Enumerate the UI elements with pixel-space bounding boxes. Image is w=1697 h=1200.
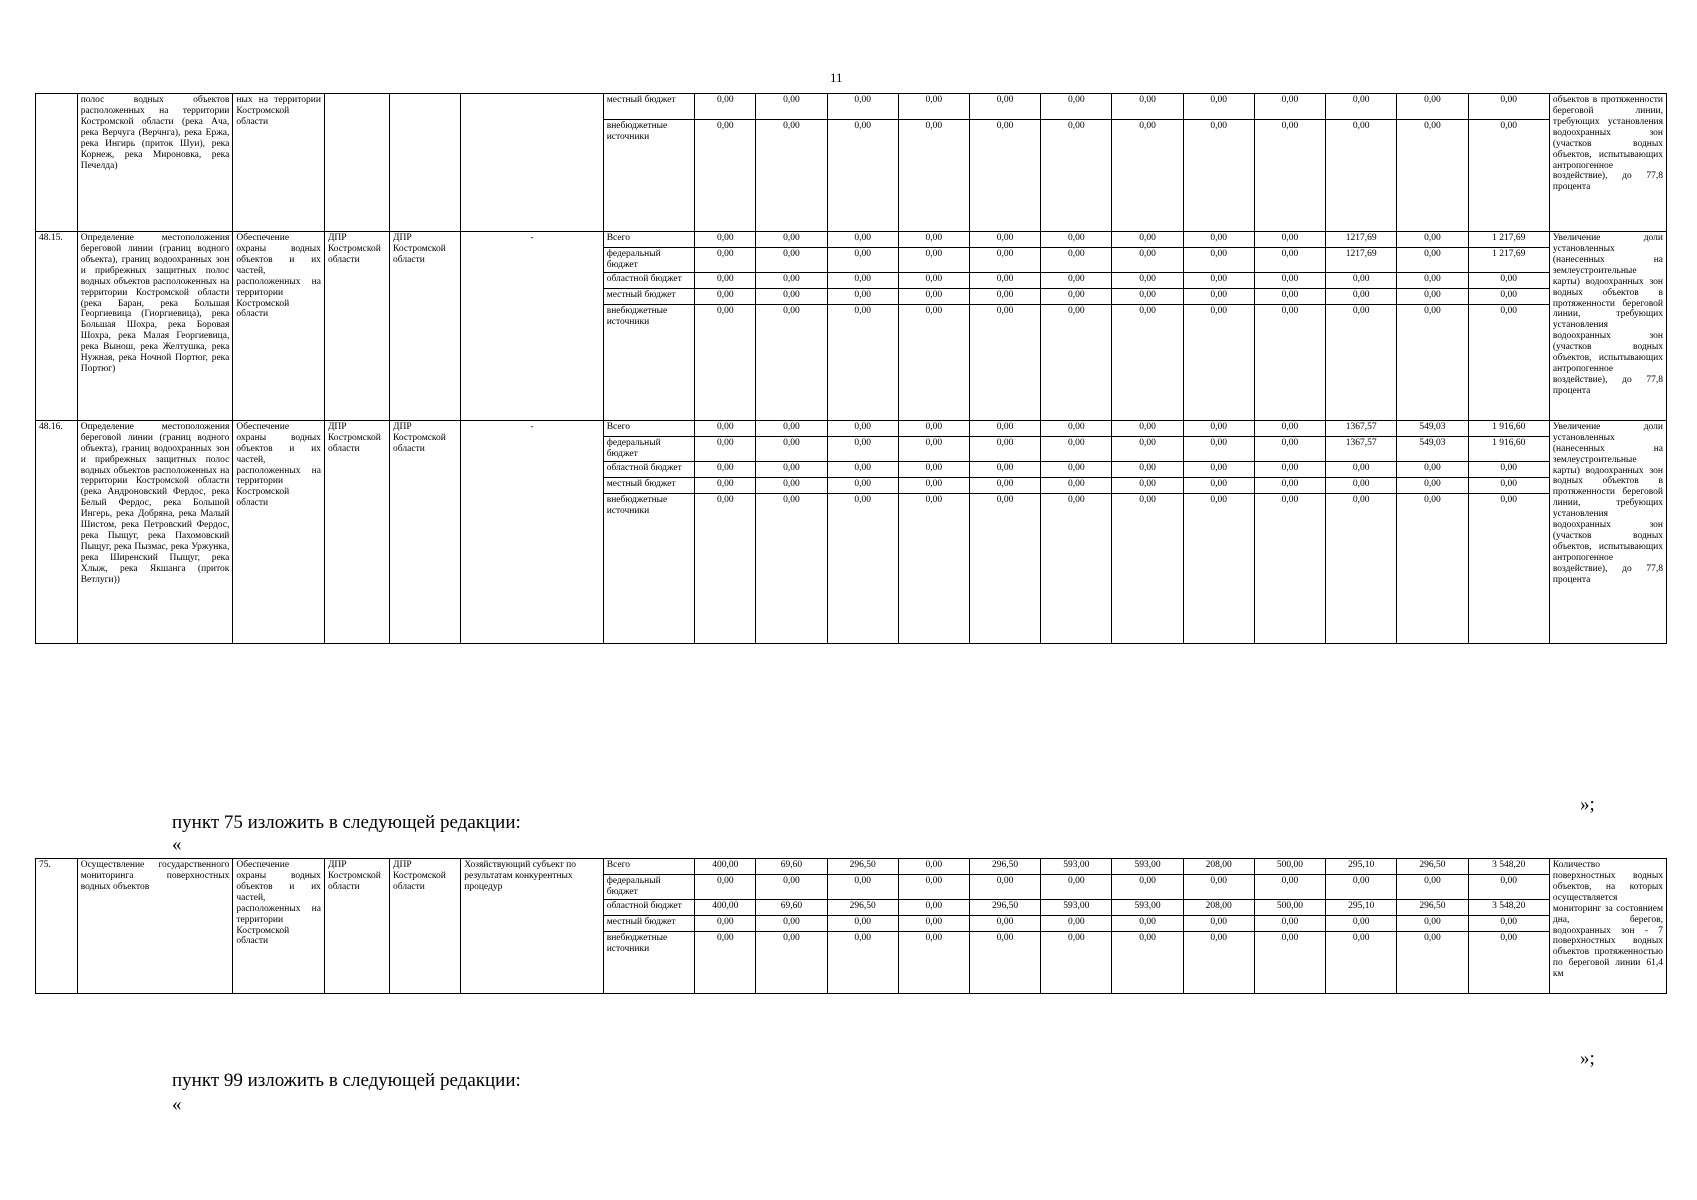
funding-value: 0,00 <box>969 477 1040 493</box>
funding-value: 0,00 <box>898 120 969 232</box>
funding-value: 0,00 <box>898 859 969 875</box>
funding-value: 0,00 <box>1254 461 1325 477</box>
funding-value: 296,50 <box>969 859 1040 875</box>
funding-value: 0,00 <box>1183 120 1254 232</box>
funding-value: 0,00 <box>827 931 898 993</box>
funding-value: 0,00 <box>1041 272 1112 288</box>
funding-value: 0,00 <box>1397 248 1468 273</box>
funding-value: 0,00 <box>695 94 756 120</box>
funding-value: 0,00 <box>1183 477 1254 493</box>
program-table-continued <box>35 93 1667 644</box>
funding-value: 0,00 <box>969 232 1040 248</box>
funding-value: 0,00 <box>695 120 756 232</box>
funding-value: 0,00 <box>827 272 898 288</box>
funding-value: 3 548,20 <box>1468 859 1549 875</box>
funding-value: 0,00 <box>1397 477 1468 493</box>
funding-value: 0,00 <box>1254 915 1325 931</box>
closing-quote: »; <box>1580 1048 1595 1069</box>
funding-value: 0,00 <box>827 875 898 900</box>
funding-value: 0,00 <box>1397 931 1468 993</box>
funding-value: 1 916,60 <box>1468 436 1549 461</box>
funding-value: 0,00 <box>1041 915 1112 931</box>
table-row <box>36 859 1667 875</box>
funding-value: 1217,69 <box>1326 232 1397 248</box>
funding-source-label: областной бюджет <box>603 272 695 288</box>
funding-value: 0,00 <box>969 461 1040 477</box>
opening-quote: « <box>172 1094 182 1115</box>
funding-value: 0,00 <box>827 232 898 248</box>
funding-value: 0,00 <box>1041 875 1112 900</box>
funding-value: 0,00 <box>1183 875 1254 900</box>
funding-value: 0,00 <box>1041 931 1112 993</box>
funding-value: 0,00 <box>1112 120 1183 232</box>
funding-value: 0,00 <box>1397 493 1468 643</box>
funding-value: 400,00 <box>695 859 756 875</box>
funding-value: 0,00 <box>1041 493 1112 643</box>
funding-value: 1367,57 <box>1326 436 1397 461</box>
co-executor: ДПР Костромской области <box>390 859 461 994</box>
funding-value: 208,00 <box>1183 899 1254 915</box>
table-row <box>36 232 1667 248</box>
funding-value: 0,00 <box>969 493 1040 643</box>
funding-value: 0,00 <box>1041 288 1112 304</box>
funding-value: 0,00 <box>1183 436 1254 461</box>
funding-value: 0,00 <box>898 493 969 643</box>
funding-value: 0,00 <box>898 304 969 420</box>
funding-source-label: областной бюджет <box>603 899 695 915</box>
partner <box>461 94 603 232</box>
funding-value: 0,00 <box>1254 436 1325 461</box>
funding-value: 0,00 <box>1041 461 1112 477</box>
funding-value: 0,00 <box>969 915 1040 931</box>
heading-item-75: пункт 75 изложить в следующей редакции: <box>172 812 521 833</box>
measure-name: Определение местоположения береговой линии (границ водного объекта), границ водоохранных зон и прибрежных защитных полос водных объектов расположенных на территории Костромской области (река Андроновский Фердос, река Белый Фердос, река Большой Ингерь, река Добряна, река Малый Шистом, река Петровский Фердос, река Пыщуг, река Пахомовский Пыщуг, река Пызмас, река Уржунка, река Ширенский Пыщуг, река Хлыж, река Якшанга (приток Ветлуги)) <box>77 420 233 643</box>
funding-value: 0,00 <box>969 248 1040 273</box>
funding-value: 0,00 <box>1468 477 1549 493</box>
funding-value: 593,00 <box>1041 859 1112 875</box>
measure-name: Осуществление государственного мониторинга поверхностных водных объектов <box>77 859 233 994</box>
funding-value: 295,10 <box>1326 859 1397 875</box>
funding-source-label: местный бюджет <box>603 477 695 493</box>
funding-value: 0,00 <box>1397 288 1468 304</box>
funding-source-label: федеральный бюджет <box>603 436 695 461</box>
funding-value: 0,00 <box>1041 120 1112 232</box>
funding-value: 0,00 <box>756 436 827 461</box>
funding-value: 0,00 <box>1326 94 1397 120</box>
funding-value: 1 916,60 <box>1468 420 1549 436</box>
funding-value: 0,00 <box>969 875 1040 900</box>
funding-value: 296,50 <box>1397 859 1468 875</box>
funding-value: 0,00 <box>898 248 969 273</box>
funding-value: 0,00 <box>969 288 1040 304</box>
funding-value: 0,00 <box>827 120 898 232</box>
funding-value: 0,00 <box>1254 120 1325 232</box>
funding-value: 0,00 <box>1112 94 1183 120</box>
funding-value: 0,00 <box>898 477 969 493</box>
executor: ДПР Костромской области <box>324 232 389 421</box>
funding-value: 0,00 <box>1112 493 1183 643</box>
funding-value: 295,10 <box>1326 899 1397 915</box>
funding-value: 400,00 <box>695 899 756 915</box>
executor <box>324 94 389 232</box>
funding-value: 0,00 <box>1254 477 1325 493</box>
funding-value: 500,00 <box>1254 859 1325 875</box>
funding-value: 0,00 <box>756 304 827 420</box>
funding-value: 0,00 <box>756 875 827 900</box>
funding-value: 0,00 <box>1397 304 1468 420</box>
funding-value: 0,00 <box>695 461 756 477</box>
funding-value: 0,00 <box>898 915 969 931</box>
funding-value: 0,00 <box>898 94 969 120</box>
funding-source-label: Всего <box>603 232 695 248</box>
funding-value: 0,00 <box>1254 288 1325 304</box>
table-row <box>36 420 1667 436</box>
funding-value: 0,00 <box>1041 436 1112 461</box>
funding-value: 0,00 <box>1183 248 1254 273</box>
funding-value: 593,00 <box>1112 859 1183 875</box>
funding-value: 0,00 <box>827 915 898 931</box>
funding-value: 0,00 <box>1183 420 1254 436</box>
funding-value: 0,00 <box>827 94 898 120</box>
funding-source-label: внебюджетные источники <box>603 493 695 643</box>
funding-source-label: федеральный бюджет <box>603 248 695 273</box>
funding-source-label: местный бюджет <box>603 94 695 120</box>
funding-value: 0,00 <box>1112 288 1183 304</box>
expected-result: Увеличение доли установленных (нанесенных на землеустроительные карты) водоохранных зон водных объектов в протяженности береговой линии, требующих установления водоохранных зон (участков водных объектов, испытывающих антропогенное воздействие), до 77,8 процента <box>1549 232 1666 421</box>
funding-value: 0,00 <box>1326 304 1397 420</box>
funding-value: 0,00 <box>1183 232 1254 248</box>
funding-value: 0,00 <box>756 461 827 477</box>
funding-value: 0,00 <box>1112 272 1183 288</box>
funding-value: 69,60 <box>756 899 827 915</box>
funding-value: 500,00 <box>1254 899 1325 915</box>
executor: ДПР Костромской области <box>324 859 389 994</box>
funding-value: 0,00 <box>1254 304 1325 420</box>
funding-value: 0,00 <box>1112 248 1183 273</box>
funding-source-label: Всего <box>603 420 695 436</box>
funding-value: 0,00 <box>898 420 969 436</box>
funding-value: 0,00 <box>756 248 827 273</box>
funding-value: 0,00 <box>1254 248 1325 273</box>
funding-value: 0,00 <box>1254 94 1325 120</box>
funding-value: 0,00 <box>1397 120 1468 232</box>
funding-value: 0,00 <box>898 288 969 304</box>
program-table-item-75 <box>35 858 1667 994</box>
funding-value: 0,00 <box>1397 272 1468 288</box>
funding-value: 3 548,20 <box>1468 899 1549 915</box>
funding-value: 0,00 <box>695 477 756 493</box>
funding-value: 0,00 <box>1254 420 1325 436</box>
funding-value: 0,00 <box>969 272 1040 288</box>
funding-value: 0,00 <box>898 272 969 288</box>
funding-value: 0,00 <box>1254 875 1325 900</box>
funding-value: 593,00 <box>1112 899 1183 915</box>
funding-value: 0,00 <box>1468 931 1549 993</box>
funding-value: 0,00 <box>1326 288 1397 304</box>
co-executor: ДПР Костромской области <box>390 232 461 421</box>
funding-value: 0,00 <box>1112 420 1183 436</box>
funding-value: 0,00 <box>695 232 756 248</box>
funding-value: 1367,57 <box>1326 420 1397 436</box>
funding-value: 0,00 <box>695 304 756 420</box>
funding-value: 0,00 <box>1183 493 1254 643</box>
funding-value: 0,00 <box>1041 420 1112 436</box>
funding-value: 0,00 <box>695 915 756 931</box>
funding-value: 0,00 <box>827 420 898 436</box>
heading-item-99: пункт 99 изложить в следующей редакции: <box>172 1070 521 1091</box>
funding-value: 0,00 <box>827 461 898 477</box>
funding-value: 0,00 <box>1112 875 1183 900</box>
funding-value: 0,00 <box>695 288 756 304</box>
funding-value: 0,00 <box>898 461 969 477</box>
funding-value: 69,60 <box>756 859 827 875</box>
funding-value: 208,00 <box>1183 859 1254 875</box>
funding-value: 0,00 <box>1468 304 1549 420</box>
funding-value: 0,00 <box>969 931 1040 993</box>
funding-value: 0,00 <box>756 493 827 643</box>
funding-value: 296,50 <box>969 899 1040 915</box>
funding-value: 0,00 <box>1112 436 1183 461</box>
funding-value: 0,00 <box>756 272 827 288</box>
funding-value: 0,00 <box>1468 94 1549 120</box>
funding-source-label: Всего <box>603 859 695 875</box>
funding-value: 0,00 <box>695 436 756 461</box>
funding-value: 0,00 <box>1183 931 1254 993</box>
closing-quote: »; <box>1580 794 1595 815</box>
executor: ДПР Костромской области <box>324 420 389 643</box>
funding-value: 0,00 <box>1468 493 1549 643</box>
funding-value: 0,00 <box>1468 875 1549 900</box>
row-number: 75. <box>36 859 78 994</box>
funding-value: 1 217,69 <box>1468 248 1549 273</box>
funding-value: 549,03 <box>1397 420 1468 436</box>
funding-value: 0,00 <box>1254 931 1325 993</box>
funding-value: 0,00 <box>1041 94 1112 120</box>
funding-value: 0,00 <box>827 288 898 304</box>
funding-value: 0,00 <box>1326 272 1397 288</box>
funding-value: 0,00 <box>1326 493 1397 643</box>
funding-value: 0,00 <box>1397 461 1468 477</box>
funding-source-label: местный бюджет <box>603 288 695 304</box>
row-number: 48.15. <box>36 232 78 421</box>
measure-goal: Обеспечение охраны водных объектов и их частей, расположенных на территории Костромской области <box>233 859 325 994</box>
funding-value: 0,00 <box>898 875 969 900</box>
funding-value: 0,00 <box>1041 477 1112 493</box>
funding-source-label: местный бюджет <box>603 915 695 931</box>
partner: - <box>461 420 603 643</box>
funding-value: 0,00 <box>1397 94 1468 120</box>
funding-value: 0,00 <box>1112 477 1183 493</box>
funding-value: 0,00 <box>1468 288 1549 304</box>
funding-value: 0,00 <box>898 899 969 915</box>
table-row <box>36 94 1667 120</box>
funding-value: 0,00 <box>1112 931 1183 993</box>
funding-value: 0,00 <box>756 120 827 232</box>
funding-value: 0,00 <box>756 94 827 120</box>
opening-quote: « <box>172 834 182 855</box>
funding-value: 0,00 <box>1468 272 1549 288</box>
funding-value: 0,00 <box>1112 232 1183 248</box>
funding-source-label: внебюджетные источники <box>603 304 695 420</box>
measure-goal: Обеспечение охраны водных объектов и их частей, расположенных на территории Костромской области <box>233 420 325 643</box>
funding-value: 0,00 <box>695 931 756 993</box>
co-executor: ДПР Костромской области <box>390 420 461 643</box>
funding-value: 0,00 <box>1397 232 1468 248</box>
funding-value: 296,50 <box>827 859 898 875</box>
funding-value: 0,00 <box>827 477 898 493</box>
funding-source-label: федеральный бюджет <box>603 875 695 900</box>
row-number <box>36 94 78 232</box>
measure-name: Определение местоположения береговой линии (границ водного объекта), границ водоохранных зон и прибрежных защитных полос водных объектов расположенных на территории Костромской области (река Баран, река Большая Георгиевица (Гиоргиевица), река Большая Шохра, река Боровая Шохра, река Малая Георгиевица, река Вынош, река Желтушка, река Нужная, река Ночной Портюг, река Портюг) <box>77 232 233 421</box>
funding-value: 0,00 <box>1041 304 1112 420</box>
measure-goal: ных на территории Костромской области <box>233 94 325 232</box>
funding-value: 0,00 <box>695 493 756 643</box>
funding-value: 0,00 <box>969 304 1040 420</box>
funding-value: 0,00 <box>1468 120 1549 232</box>
funding-source-label: внебюджетные источники <box>603 120 695 232</box>
funding-value: 0,00 <box>969 94 1040 120</box>
funding-value: 0,00 <box>1183 94 1254 120</box>
partner: - <box>461 232 603 421</box>
funding-value: 296,50 <box>1397 899 1468 915</box>
funding-value: 0,00 <box>695 420 756 436</box>
funding-value: 0,00 <box>1326 875 1397 900</box>
funding-value: 0,00 <box>1254 232 1325 248</box>
funding-value: 0,00 <box>1112 304 1183 420</box>
funding-value: 0,00 <box>827 436 898 461</box>
funding-value: 549,03 <box>1397 436 1468 461</box>
measure-name: полос водных объектов расположенных на территории Костромской области (река Ача, река Верчуга (Верчнга), река Ержа, река Ингирь (приток Шуи), река Корнеж, река Мироновка, река Печелда) <box>77 94 233 232</box>
funding-value: 0,00 <box>1326 915 1397 931</box>
funding-value: 0,00 <box>756 931 827 993</box>
funding-value: 0,00 <box>1254 272 1325 288</box>
funding-value: 0,00 <box>1183 272 1254 288</box>
funding-value: 0,00 <box>1326 931 1397 993</box>
funding-value: 0,00 <box>1254 493 1325 643</box>
funding-source-label: внебюджетные источники <box>603 931 695 993</box>
funding-value: 0,00 <box>1112 915 1183 931</box>
expected-result: Увеличение доли установленных (нанесенных на землеустроительные карты) водоохранных зон водных объектов в протяженности береговой линии, требующих установления водоохранных зон (участков водных объектов, испытывающих антропогенное воздействие), до 77,8 процента <box>1549 420 1666 643</box>
funding-value: 0,00 <box>756 420 827 436</box>
row-number: 48.16. <box>36 420 78 643</box>
funding-value: 0,00 <box>969 436 1040 461</box>
funding-value: 0,00 <box>1397 915 1468 931</box>
funding-value: 0,00 <box>1183 915 1254 931</box>
funding-value: 0,00 <box>969 420 1040 436</box>
funding-value: 0,00 <box>756 288 827 304</box>
funding-value: 0,00 <box>1041 232 1112 248</box>
funding-value: 0,00 <box>1041 248 1112 273</box>
funding-value: 0,00 <box>1112 461 1183 477</box>
page-number: 11 <box>830 70 843 85</box>
funding-value: 0,00 <box>1326 461 1397 477</box>
partner: Хозяйствующий субъект по результатам конкурентных процедур <box>461 859 603 994</box>
funding-value: 0,00 <box>1183 288 1254 304</box>
funding-value: 0,00 <box>827 248 898 273</box>
funding-value: 0,00 <box>969 120 1040 232</box>
funding-value: 593,00 <box>1041 899 1112 915</box>
funding-value: 0,00 <box>695 272 756 288</box>
funding-value: 0,00 <box>695 248 756 273</box>
funding-value: 1 217,69 <box>1468 232 1549 248</box>
co-executor <box>390 94 461 232</box>
funding-value: 0,00 <box>827 304 898 420</box>
funding-value: 0,00 <box>1468 915 1549 931</box>
funding-value: 296,50 <box>827 899 898 915</box>
expected-result: объектов в протяженности береговой линии, требующих установления водоохранных зон (участков водных объектов, испытывающих антропогенное воздействие), до 77,8 процента <box>1549 94 1666 232</box>
funding-value: 0,00 <box>1326 477 1397 493</box>
funding-value: 0,00 <box>1397 875 1468 900</box>
funding-value: 0,00 <box>756 915 827 931</box>
funding-value: 0,00 <box>1183 461 1254 477</box>
expected-result: Количество поверхностных водных объектов, на которых осуществляется мониторинг за состоянием дна, берегов, водоохранных зон - 7 поверхностных водных объектов протяженностью по береговой линии 61,4 км <box>1549 859 1666 994</box>
funding-value: 0,00 <box>756 232 827 248</box>
funding-value: 0,00 <box>898 232 969 248</box>
funding-value: 0,00 <box>1183 304 1254 420</box>
funding-value: 0,00 <box>695 875 756 900</box>
funding-value: 0,00 <box>1326 120 1397 232</box>
measure-goal: Обеспечение охраны водных объектов и их частей, расположенных на территории Костромской области <box>233 232 325 421</box>
funding-value: 0,00 <box>1468 461 1549 477</box>
funding-value: 1217,69 <box>1326 248 1397 273</box>
funding-value: 0,00 <box>756 477 827 493</box>
funding-value: 0,00 <box>827 493 898 643</box>
funding-value: 0,00 <box>898 931 969 993</box>
funding-source-label: областной бюджет <box>603 461 695 477</box>
funding-value: 0,00 <box>898 436 969 461</box>
